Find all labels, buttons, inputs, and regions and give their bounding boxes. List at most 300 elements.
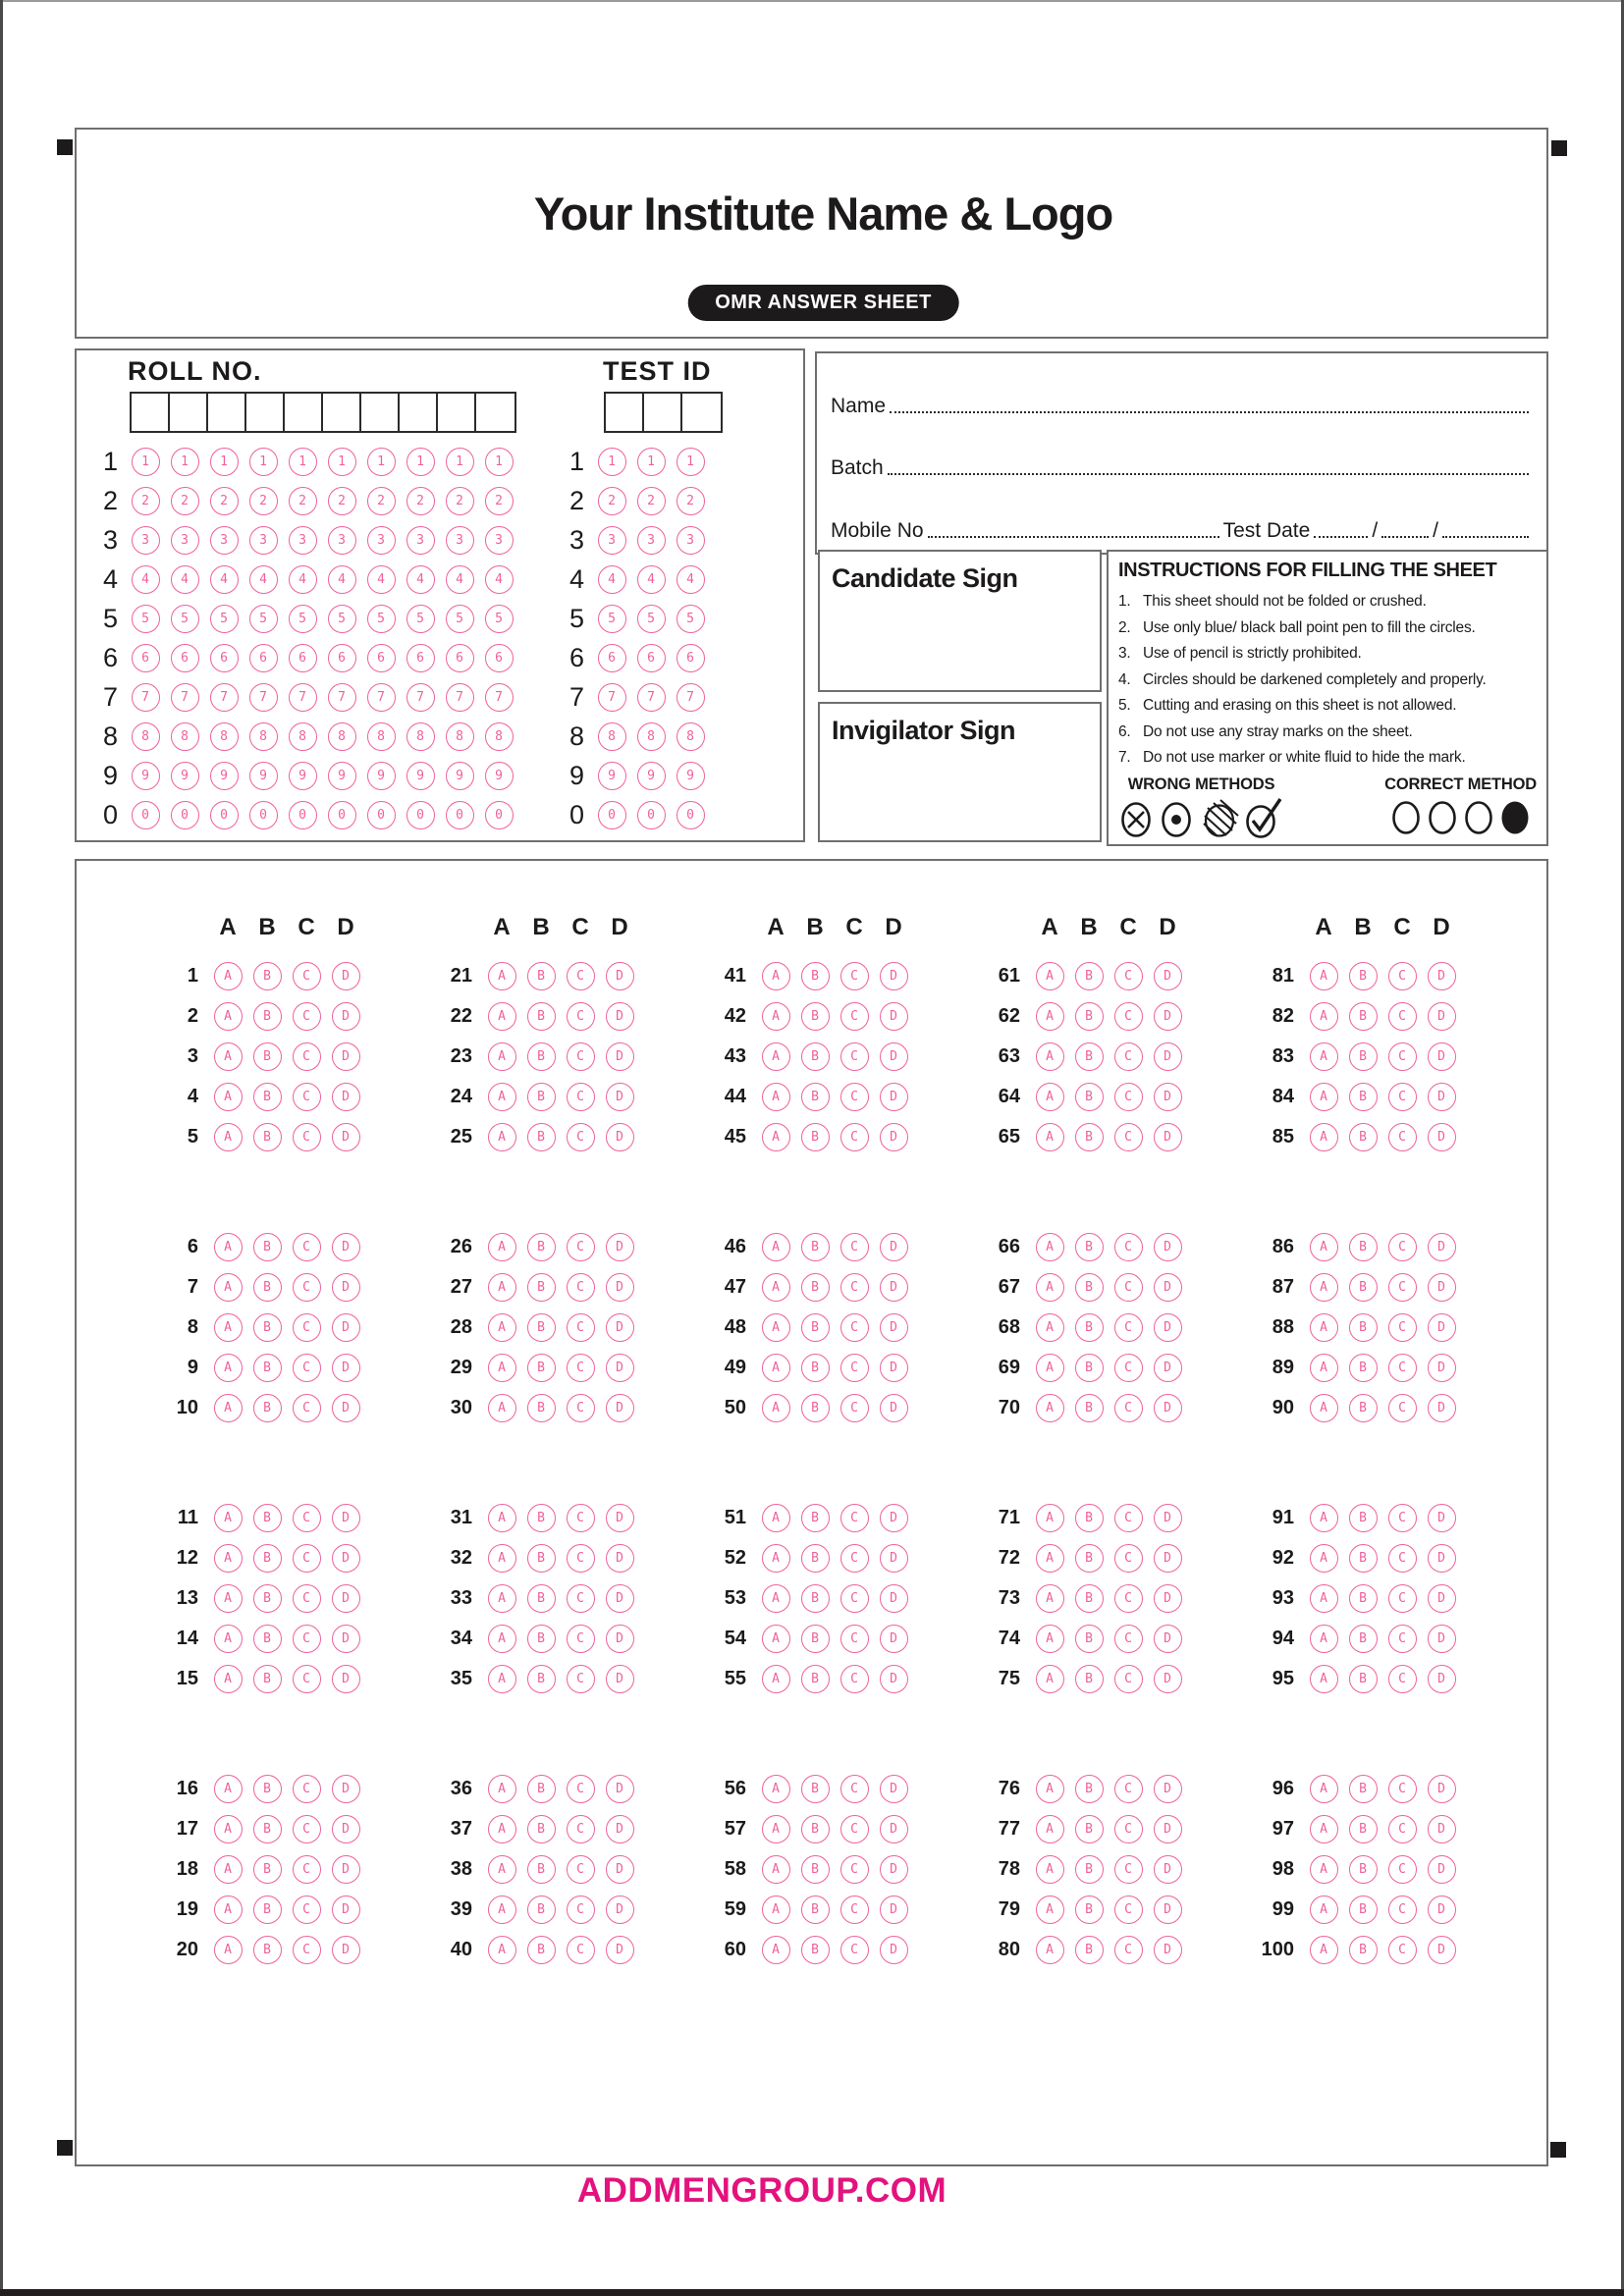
answer-bubble-d[interactable]: D — [1428, 1042, 1456, 1071]
roll-bubble[interactable]: 2 — [406, 487, 435, 515]
answer-bubble-a[interactable]: A — [1310, 1775, 1338, 1803]
test-id-bubble[interactable]: 0 — [637, 801, 666, 829]
answer-bubble-b[interactable]: B — [253, 1394, 282, 1422]
invigilator-sign-box[interactable] — [818, 702, 1102, 842]
answer-bubble-c[interactable]: C — [567, 1584, 595, 1613]
answer-bubble-b[interactable]: B — [253, 1233, 282, 1261]
answer-bubble-b[interactable]: B — [1349, 1354, 1378, 1382]
answer-bubble-b[interactable]: B — [527, 1544, 556, 1573]
answer-bubble-c[interactable]: C — [567, 1625, 595, 1653]
answer-bubble-a[interactable]: A — [762, 1394, 790, 1422]
answer-bubble-a[interactable]: A — [1310, 1123, 1338, 1151]
answer-bubble-b[interactable]: B — [1349, 1233, 1378, 1261]
answer-bubble-d[interactable]: D — [1428, 1775, 1456, 1803]
answer-bubble-d[interactable]: D — [1154, 1042, 1182, 1071]
answer-bubble-c[interactable]: C — [567, 1544, 595, 1573]
test-date-day-line[interactable] — [1314, 536, 1368, 538]
roll-bubble[interactable]: 3 — [485, 526, 514, 555]
answer-bubble-b[interactable]: B — [527, 1123, 556, 1151]
answer-bubble-d[interactable]: D — [1154, 1233, 1182, 1261]
test-id-bubble[interactable]: 4 — [598, 565, 626, 594]
answer-bubble-d[interactable]: D — [332, 1625, 360, 1653]
roll-bubble[interactable]: 8 — [485, 722, 514, 751]
answer-bubble-a[interactable]: A — [1310, 1083, 1338, 1111]
test-id-bubble[interactable]: 9 — [598, 762, 626, 790]
answer-bubble-d[interactable]: D — [880, 1665, 908, 1693]
answer-bubble-b[interactable]: B — [1075, 1394, 1104, 1422]
answer-bubble-d[interactable]: D — [606, 1855, 634, 1884]
answer-bubble-d[interactable]: D — [880, 1042, 908, 1071]
answer-bubble-d[interactable]: D — [1154, 1896, 1182, 1924]
answer-bubble-a[interactable]: A — [488, 1042, 516, 1071]
roll-bubble[interactable]: 8 — [446, 722, 474, 751]
answer-bubble-c[interactable]: C — [1388, 1855, 1417, 1884]
answer-bubble-b[interactable]: B — [527, 1855, 556, 1884]
answer-bubble-a[interactable]: A — [762, 1584, 790, 1613]
answer-bubble-c[interactable]: C — [1114, 1855, 1143, 1884]
answer-bubble-d[interactable]: D — [1154, 1584, 1182, 1613]
answer-bubble-c[interactable]: C — [1388, 1002, 1417, 1031]
roll-digit-write-box[interactable] — [285, 394, 323, 431]
answer-bubble-b[interactable]: B — [801, 1002, 830, 1031]
answer-bubble-a[interactable]: A — [1310, 1544, 1338, 1573]
answer-bubble-a[interactable]: A — [1036, 1855, 1064, 1884]
roll-bubble[interactable]: 7 — [132, 683, 160, 712]
answer-bubble-b[interactable]: B — [1075, 1815, 1104, 1843]
answer-bubble-a[interactable]: A — [1310, 1896, 1338, 1924]
answer-bubble-d[interactable]: D — [880, 1584, 908, 1613]
roll-bubble[interactable]: 6 — [132, 644, 160, 672]
answer-bubble-b[interactable]: B — [801, 1083, 830, 1111]
roll-bubble[interactable]: 7 — [406, 683, 435, 712]
roll-bubble[interactable]: 7 — [446, 683, 474, 712]
test-id-bubble[interactable]: 3 — [637, 526, 666, 555]
answer-bubble-b[interactable]: B — [801, 1313, 830, 1342]
roll-bubble[interactable]: 2 — [210, 487, 239, 515]
answer-bubble-b[interactable]: B — [253, 1625, 282, 1653]
answer-bubble-a[interactable]: A — [1036, 1815, 1064, 1843]
roll-bubble[interactable]: 2 — [446, 487, 474, 515]
test-id-bubble[interactable]: 9 — [637, 762, 666, 790]
answer-bubble-c[interactable]: C — [293, 1123, 321, 1151]
test-id-bubble[interactable]: 1 — [598, 448, 626, 476]
answer-bubble-d[interactable]: D — [1428, 1002, 1456, 1031]
answer-bubble-a[interactable]: A — [1036, 1504, 1064, 1532]
answer-bubble-c[interactable]: C — [293, 1042, 321, 1071]
roll-digit-write-box[interactable] — [208, 394, 246, 431]
roll-bubble[interactable]: 4 — [328, 565, 356, 594]
answer-bubble-a[interactable]: A — [1036, 1936, 1064, 1964]
answer-bubble-d[interactable]: D — [1428, 1625, 1456, 1653]
answer-bubble-a[interactable]: A — [1310, 1354, 1338, 1382]
answer-bubble-c[interactable]: C — [1114, 1273, 1143, 1302]
answer-bubble-a[interactable]: A — [1036, 1584, 1064, 1613]
answer-bubble-b[interactable]: B — [1349, 1775, 1378, 1803]
answer-bubble-d[interactable]: D — [880, 1896, 908, 1924]
test-id-bubble[interactable]: 9 — [677, 762, 705, 790]
answer-bubble-c[interactable]: C — [567, 1665, 595, 1693]
roll-bubble[interactable]: 3 — [446, 526, 474, 555]
answer-bubble-d[interactable]: D — [332, 1815, 360, 1843]
test-id-bubble[interactable]: 3 — [677, 526, 705, 555]
answer-bubble-a[interactable]: A — [214, 1625, 243, 1653]
answer-bubble-c[interactable]: C — [840, 1815, 869, 1843]
answer-bubble-a[interactable]: A — [488, 1775, 516, 1803]
answer-bubble-c[interactable]: C — [567, 1354, 595, 1382]
answer-bubble-d[interactable]: D — [1428, 1123, 1456, 1151]
answer-bubble-a[interactable]: A — [1310, 1625, 1338, 1653]
answer-bubble-c[interactable]: C — [567, 1504, 595, 1532]
roll-bubble[interactable]: 7 — [210, 683, 239, 712]
answer-bubble-d[interactable]: D — [606, 1584, 634, 1613]
answer-bubble-d[interactable]: D — [606, 1896, 634, 1924]
answer-bubble-d[interactable]: D — [606, 1625, 634, 1653]
answer-bubble-a[interactable]: A — [762, 1002, 790, 1031]
roll-bubble[interactable]: 0 — [446, 801, 474, 829]
answer-bubble-c[interactable]: C — [1388, 1123, 1417, 1151]
answer-bubble-d[interactable]: D — [332, 1002, 360, 1031]
answer-bubble-a[interactable]: A — [214, 1123, 243, 1151]
roll-bubble[interactable]: 6 — [406, 644, 435, 672]
answer-bubble-c[interactable]: C — [567, 1775, 595, 1803]
roll-bubble[interactable]: 7 — [328, 683, 356, 712]
answer-bubble-b[interactable]: B — [527, 1083, 556, 1111]
answer-bubble-d[interactable]: D — [1428, 1665, 1456, 1693]
answer-bubble-a[interactable]: A — [1036, 1775, 1064, 1803]
answer-bubble-c[interactable]: C — [567, 1896, 595, 1924]
answer-bubble-c[interactable]: C — [1114, 1775, 1143, 1803]
answer-bubble-b[interactable]: B — [527, 1896, 556, 1924]
answer-bubble-d[interactable]: D — [880, 1936, 908, 1964]
answer-bubble-a[interactable]: A — [214, 1504, 243, 1532]
roll-bubble[interactable]: 1 — [210, 448, 239, 476]
answer-bubble-a[interactable]: A — [762, 1775, 790, 1803]
answer-bubble-b[interactable]: B — [1075, 1233, 1104, 1261]
answer-bubble-a[interactable]: A — [1036, 1233, 1064, 1261]
answer-bubble-b[interactable]: B — [1349, 1584, 1378, 1613]
answer-bubble-a[interactable]: A — [762, 1665, 790, 1693]
answer-bubble-c[interactable]: C — [840, 1504, 869, 1532]
answer-bubble-c[interactable]: C — [840, 1002, 869, 1031]
answer-bubble-b[interactable]: B — [1075, 1313, 1104, 1342]
answer-bubble-d[interactable]: D — [606, 1042, 634, 1071]
answer-bubble-b[interactable]: B — [1075, 1544, 1104, 1573]
answer-bubble-d[interactable]: D — [332, 1896, 360, 1924]
answer-bubble-d[interactable]: D — [1428, 1394, 1456, 1422]
answer-bubble-b[interactable]: B — [253, 1896, 282, 1924]
answer-bubble-c[interactable]: C — [1114, 1936, 1143, 1964]
roll-digit-write-box[interactable] — [400, 394, 438, 431]
answer-bubble-d[interactable]: D — [1154, 1936, 1182, 1964]
test-id-bubble[interactable]: 0 — [598, 801, 626, 829]
answer-bubble-a[interactable]: A — [762, 1544, 790, 1573]
answer-bubble-c[interactable]: C — [293, 1936, 321, 1964]
answer-bubble-c[interactable]: C — [1114, 1394, 1143, 1422]
roll-bubble[interactable]: 9 — [446, 762, 474, 790]
answer-bubble-b[interactable]: B — [253, 1775, 282, 1803]
answer-bubble-a[interactable]: A — [488, 1273, 516, 1302]
batch-input-line[interactable] — [888, 473, 1529, 475]
roll-bubble[interactable]: 2 — [289, 487, 317, 515]
roll-bubble[interactable]: 5 — [328, 605, 356, 633]
answer-bubble-d[interactable]: D — [1154, 1273, 1182, 1302]
answer-bubble-c[interactable]: C — [1388, 1775, 1417, 1803]
roll-bubble[interactable]: 1 — [485, 448, 514, 476]
answer-bubble-c[interactable]: C — [840, 1354, 869, 1382]
answer-bubble-a[interactable]: A — [1036, 1665, 1064, 1693]
answer-bubble-a[interactable]: A — [762, 1354, 790, 1382]
batch-field[interactable] — [831, 452, 1533, 481]
answer-bubble-c[interactable]: C — [293, 1233, 321, 1261]
answer-bubble-c[interactable]: C — [1388, 1394, 1417, 1422]
answer-bubble-a[interactable]: A — [762, 1625, 790, 1653]
answer-bubble-d[interactable]: D — [606, 1123, 634, 1151]
answer-bubble-d[interactable]: D — [1428, 1855, 1456, 1884]
answer-bubble-b[interactable]: B — [801, 1354, 830, 1382]
answer-bubble-b[interactable]: B — [1349, 1083, 1378, 1111]
answer-bubble-c[interactable]: C — [1388, 1083, 1417, 1111]
answer-bubble-d[interactable]: D — [1428, 1273, 1456, 1302]
answer-bubble-b[interactable]: B — [801, 1042, 830, 1071]
answer-bubble-b[interactable]: B — [1349, 1665, 1378, 1693]
answer-bubble-c[interactable]: C — [293, 962, 321, 990]
answer-bubble-b[interactable]: B — [253, 1544, 282, 1573]
answer-bubble-c[interactable]: C — [840, 1394, 869, 1422]
answer-bubble-c[interactable]: C — [293, 1855, 321, 1884]
answer-bubble-a[interactable]: A — [1310, 1042, 1338, 1071]
answer-bubble-c[interactable]: C — [567, 1855, 595, 1884]
answer-bubble-b[interactable]: B — [1075, 1504, 1104, 1532]
answer-bubble-d[interactable]: D — [880, 1815, 908, 1843]
answer-bubble-c[interactable]: C — [567, 1394, 595, 1422]
answer-bubble-d[interactable]: D — [1428, 1083, 1456, 1111]
answer-bubble-c[interactable]: C — [1388, 1544, 1417, 1573]
answer-bubble-d[interactable]: D — [606, 1544, 634, 1573]
answer-bubble-d[interactable]: D — [880, 1625, 908, 1653]
answer-bubble-a[interactable]: A — [1310, 1665, 1338, 1693]
answer-bubble-a[interactable]: A — [1310, 1936, 1338, 1964]
test-id-bubble[interactable]: 2 — [637, 487, 666, 515]
roll-bubble[interactable]: 0 — [249, 801, 278, 829]
answer-bubble-d[interactable]: D — [880, 1313, 908, 1342]
test-id-bubble[interactable]: 6 — [598, 644, 626, 672]
answer-bubble-a[interactable]: A — [214, 1584, 243, 1613]
answer-bubble-d[interactable]: D — [880, 1083, 908, 1111]
answer-bubble-b[interactable]: B — [1075, 1083, 1104, 1111]
answer-bubble-b[interactable]: B — [801, 1504, 830, 1532]
answer-bubble-b[interactable]: B — [1075, 1896, 1104, 1924]
answer-bubble-c[interactable]: C — [293, 1273, 321, 1302]
answer-bubble-c[interactable]: C — [293, 1665, 321, 1693]
answer-bubble-a[interactable]: A — [488, 1394, 516, 1422]
answer-bubble-b[interactable]: B — [527, 1313, 556, 1342]
answer-bubble-c[interactable]: C — [1114, 1504, 1143, 1532]
answer-bubble-d[interactable]: D — [332, 1313, 360, 1342]
answer-bubble-d[interactable]: D — [332, 1233, 360, 1261]
answer-bubble-a[interactable]: A — [1310, 1233, 1338, 1261]
answer-bubble-b[interactable]: B — [527, 1815, 556, 1843]
answer-bubble-a[interactable]: A — [488, 962, 516, 990]
answer-bubble-c[interactable]: C — [840, 1313, 869, 1342]
roll-bubble[interactable]: 1 — [367, 448, 396, 476]
answer-bubble-b[interactable]: B — [253, 1665, 282, 1693]
roll-bubble[interactable]: 0 — [171, 801, 199, 829]
answer-bubble-c[interactable]: C — [293, 1584, 321, 1613]
roll-bubble[interactable]: 3 — [132, 526, 160, 555]
roll-bubble[interactable]: 8 — [249, 722, 278, 751]
roll-bubble[interactable]: 2 — [249, 487, 278, 515]
test-id-bubble[interactable]: 5 — [637, 605, 666, 633]
answer-bubble-b[interactable]: B — [1075, 1625, 1104, 1653]
roll-bubble[interactable]: 6 — [485, 644, 514, 672]
answer-bubble-b[interactable]: B — [253, 1083, 282, 1111]
test-id-bubble[interactable]: 4 — [677, 565, 705, 594]
roll-bubble[interactable]: 4 — [485, 565, 514, 594]
test-id-bubble[interactable]: 8 — [637, 722, 666, 751]
name-field[interactable] — [831, 389, 1533, 418]
answer-bubble-a[interactable]: A — [488, 1002, 516, 1031]
answer-bubble-b[interactable]: B — [527, 1775, 556, 1803]
answer-bubble-b[interactable]: B — [1349, 1394, 1378, 1422]
answer-bubble-b[interactable]: B — [801, 1896, 830, 1924]
answer-bubble-d[interactable]: D — [1154, 1123, 1182, 1151]
roll-bubble[interactable]: 5 — [485, 605, 514, 633]
answer-bubble-a[interactable]: A — [488, 1504, 516, 1532]
answer-bubble-d[interactable]: D — [606, 962, 634, 990]
roll-bubble[interactable]: 2 — [367, 487, 396, 515]
answer-bubble-b[interactable]: B — [527, 1354, 556, 1382]
answer-bubble-c[interactable]: C — [1388, 1354, 1417, 1382]
answer-bubble-b[interactable]: B — [801, 1123, 830, 1151]
answer-bubble-a[interactable]: A — [214, 1775, 243, 1803]
test-id-bubble[interactable]: 5 — [677, 605, 705, 633]
answer-bubble-a[interactable]: A — [1036, 1083, 1064, 1111]
roll-bubble[interactable]: 3 — [289, 526, 317, 555]
answer-bubble-c[interactable]: C — [293, 1394, 321, 1422]
answer-bubble-d[interactable]: D — [880, 1273, 908, 1302]
answer-bubble-a[interactable]: A — [488, 1123, 516, 1151]
answer-bubble-c[interactable]: C — [1388, 1273, 1417, 1302]
test-id-bubble[interactable]: 8 — [598, 722, 626, 751]
answer-bubble-c[interactable]: C — [1388, 1313, 1417, 1342]
roll-bubble[interactable]: 8 — [406, 722, 435, 751]
roll-bubble[interactable]: 4 — [132, 565, 160, 594]
answer-bubble-a[interactable]: A — [488, 1936, 516, 1964]
answer-bubble-c[interactable]: C — [840, 1665, 869, 1693]
test-id-bubble[interactable]: 7 — [637, 683, 666, 712]
answer-bubble-c[interactable]: C — [1114, 962, 1143, 990]
answer-bubble-d[interactable]: D — [880, 1233, 908, 1261]
answer-bubble-d[interactable]: D — [332, 1584, 360, 1613]
answer-bubble-d[interactable]: D — [880, 1504, 908, 1532]
answer-bubble-c[interactable]: C — [840, 1233, 869, 1261]
roll-bubble[interactable]: 8 — [328, 722, 356, 751]
test-id-digit-write-box[interactable] — [682, 394, 721, 431]
answer-bubble-d[interactable]: D — [606, 1815, 634, 1843]
answer-bubble-d[interactable]: D — [880, 1123, 908, 1151]
test-id-bubble[interactable]: 3 — [598, 526, 626, 555]
answer-bubble-c[interactable]: C — [1388, 1896, 1417, 1924]
answer-bubble-b[interactable]: B — [801, 962, 830, 990]
answer-bubble-d[interactable]: D — [332, 1665, 360, 1693]
roll-bubble[interactable]: 8 — [210, 722, 239, 751]
answer-bubble-b[interactable]: B — [801, 1815, 830, 1843]
answer-bubble-b[interactable]: B — [1349, 962, 1378, 990]
answer-bubble-c[interactable]: C — [840, 1273, 869, 1302]
answer-bubble-c[interactable]: C — [1388, 1504, 1417, 1532]
answer-bubble-b[interactable]: B — [527, 1936, 556, 1964]
answer-bubble-d[interactable]: D — [606, 1002, 634, 1031]
answer-bubble-c[interactable]: C — [1114, 1584, 1143, 1613]
answer-bubble-d[interactable]: D — [606, 1936, 634, 1964]
answer-bubble-a[interactable]: A — [214, 1665, 243, 1693]
answer-bubble-a[interactable]: A — [762, 1896, 790, 1924]
roll-bubble[interactable]: 4 — [210, 565, 239, 594]
answer-bubble-a[interactable]: A — [214, 1855, 243, 1884]
answer-bubble-d[interactable]: D — [606, 1083, 634, 1111]
answer-bubble-a[interactable]: A — [762, 1815, 790, 1843]
answer-bubble-c[interactable]: C — [1114, 1083, 1143, 1111]
answer-bubble-a[interactable]: A — [488, 1855, 516, 1884]
answer-bubble-c[interactable]: C — [1114, 1313, 1143, 1342]
answer-bubble-c[interactable]: C — [567, 962, 595, 990]
answer-bubble-a[interactable]: A — [1310, 1584, 1338, 1613]
answer-bubble-b[interactable]: B — [1075, 1354, 1104, 1382]
roll-bubble[interactable]: 8 — [289, 722, 317, 751]
answer-bubble-d[interactable]: D — [1428, 1504, 1456, 1532]
roll-bubble[interactable]: 5 — [406, 605, 435, 633]
roll-bubble[interactable]: 9 — [328, 762, 356, 790]
roll-bubble[interactable]: 4 — [406, 565, 435, 594]
roll-bubble[interactable]: 7 — [485, 683, 514, 712]
answer-bubble-c[interactable]: C — [1114, 1665, 1143, 1693]
answer-bubble-c[interactable]: C — [567, 1123, 595, 1151]
answer-bubble-a[interactable]: A — [1036, 1394, 1064, 1422]
roll-bubble[interactable]: 9 — [210, 762, 239, 790]
answer-bubble-c[interactable]: C — [1114, 1123, 1143, 1151]
answer-bubble-c[interactable]: C — [1114, 1625, 1143, 1653]
answer-bubble-d[interactable]: D — [1154, 1083, 1182, 1111]
answer-bubble-d[interactable]: D — [1154, 1504, 1182, 1532]
roll-bubble[interactable]: 7 — [367, 683, 396, 712]
answer-bubble-b[interactable]: B — [1349, 1896, 1378, 1924]
footer-url[interactable]: ADDMENGROUP.COM — [576, 2171, 947, 2210]
answer-bubble-d[interactable]: D — [1428, 962, 1456, 990]
answer-bubble-c[interactable]: C — [1114, 1544, 1143, 1573]
answer-bubble-d[interactable]: D — [880, 1354, 908, 1382]
roll-bubble[interactable]: 7 — [171, 683, 199, 712]
answer-bubble-d[interactable]: D — [606, 1665, 634, 1693]
answer-bubble-c[interactable]: C — [1388, 1233, 1417, 1261]
answer-bubble-a[interactable]: A — [214, 1083, 243, 1111]
answer-bubble-c[interactable]: C — [293, 1504, 321, 1532]
roll-bubble[interactable]: 0 — [367, 801, 396, 829]
answer-bubble-b[interactable]: B — [527, 1584, 556, 1613]
answer-bubble-d[interactable]: D — [332, 1936, 360, 1964]
answer-bubble-b[interactable]: B — [1075, 1584, 1104, 1613]
answer-bubble-c[interactable]: C — [840, 1936, 869, 1964]
answer-bubble-d[interactable]: D — [606, 1273, 634, 1302]
answer-bubble-a[interactable]: A — [1310, 1504, 1338, 1532]
roll-bubble[interactable]: 6 — [210, 644, 239, 672]
answer-bubble-a[interactable]: A — [1036, 1313, 1064, 1342]
answer-bubble-d[interactable]: D — [1428, 1233, 1456, 1261]
roll-bubble[interactable]: 0 — [289, 801, 317, 829]
answer-bubble-c[interactable]: C — [1388, 1625, 1417, 1653]
answer-bubble-b[interactable]: B — [1349, 1504, 1378, 1532]
answer-bubble-b[interactable]: B — [253, 1313, 282, 1342]
answer-bubble-a[interactable]: A — [1310, 1855, 1338, 1884]
